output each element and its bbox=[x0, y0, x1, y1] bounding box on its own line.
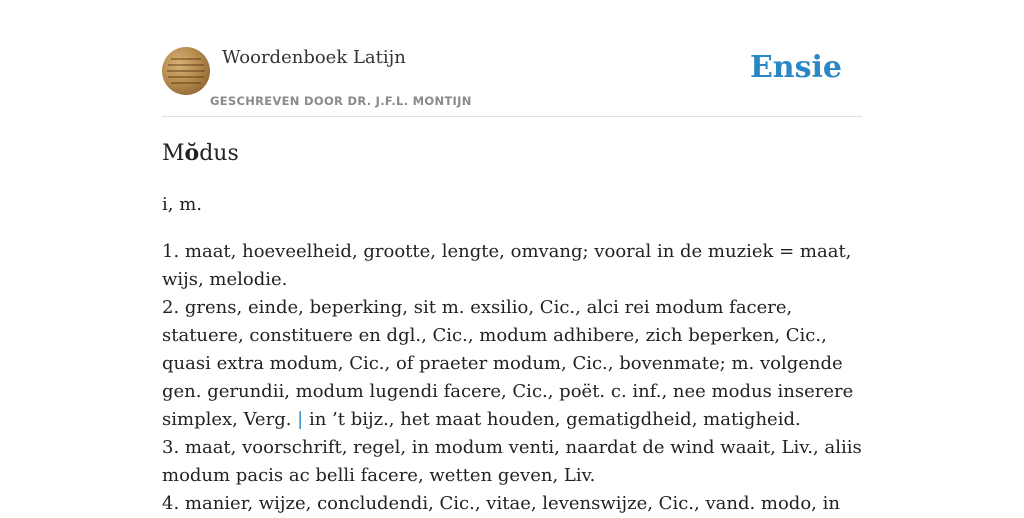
sense-2 bbox=[162, 294, 866, 434]
sense-2-continuation: in ’t bijz., het maat houden, gematigdheid, matigheid. bbox=[308, 409, 801, 430]
headword-accent: ŏ bbox=[184, 140, 200, 166]
headword bbox=[162, 140, 239, 166]
grammar-note: i, m. bbox=[162, 194, 202, 215]
book-cover-icon[interactable] bbox=[162, 47, 210, 95]
author-byline: GESCHREVEN DOOR DR. J.F.L. MONTIJN bbox=[210, 94, 472, 108]
separator: | bbox=[297, 409, 304, 430]
header bbox=[162, 44, 862, 117]
headword-start: M bbox=[162, 141, 185, 166]
definition bbox=[162, 238, 866, 518]
brand-logo[interactable]: Ensie bbox=[749, 50, 842, 85]
book-title[interactable]: Woordenboek Latijn bbox=[222, 47, 406, 68]
sense-2-text: 2. grens, einde, beperking, sit m. exsilio, Cic., alci rei modum facere, statuere, constituere en dgl., Cic., modum adhibere, zich beperken, Cic., quasi extra modum, Cic., of praeter modum, Cic., bovenmate; m. volgende gen. gerundii, modum lugendi facere, Cic., poët. c. inf., nee modus inserere simplex, Verg. bbox=[162, 297, 854, 430]
sense-1: 1. maat, hoeveelheid, grootte, lengte, omvang; vooral in de muziek = maat, wijs, melodie. bbox=[162, 241, 852, 290]
sense-3: 3. maat, voorschrift, regel, in modum venti, naardat de wind waait, Liv., aliis modum pacis ac belli facere, wetten geven, Liv. bbox=[162, 437, 862, 486]
sense-4: 4. manier, wijze, concludendi, Cic., vitae, levenswijze, Cic., vand. modo, in bbox=[162, 493, 840, 514]
headword-end: dus bbox=[199, 141, 239, 166]
